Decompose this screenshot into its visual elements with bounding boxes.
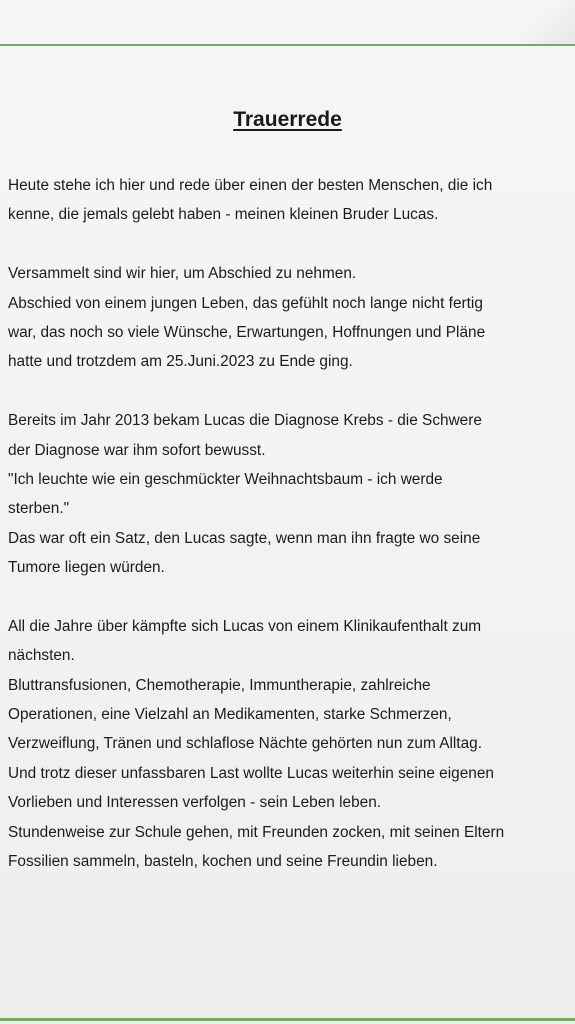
paragraph-1 <box>8 171 568 230</box>
text-line: Abschied von einem jungen Leben, das gefühlt noch lange nicht fertig <box>8 294 483 312</box>
paragraph-3 <box>8 406 568 582</box>
text-line: Bluttransfusionen, Chemotherapie, Immuntherapie, zahlreiche <box>8 676 431 694</box>
text-line: sterben." <box>8 500 70 518</box>
paragraph-gap <box>8 582 568 611</box>
text-line: Verzweiflung, Tränen und schlaflose Nächte gehörten nun zum Alltag. <box>8 735 482 753</box>
speech-body <box>8 171 568 876</box>
text-line: Versammelt sind wir hier, um Abschied zu nehmen. <box>8 265 357 283</box>
paragraph-gap <box>8 230 568 259</box>
paragraph-2 <box>8 259 568 377</box>
paragraph-gap <box>8 377 568 406</box>
text-line: kenne, die jemals gelebt haben - meinen kleinen Bruder Lucas. <box>8 206 439 224</box>
text-line: Fossilien sammeln, basteln, kochen und seine Freundin lieben. <box>8 852 438 870</box>
document-title: Trauerrede <box>233 108 342 131</box>
text-line: Heute stehe ich hier und rede über einen der besten Menschen, die ich <box>8 177 493 194</box>
text-line: Bereits im Jahr 2013 bekam Lucas die Diagnose Krebs - die Schwere <box>8 412 482 430</box>
text-line: war, das noch so viele Wünsche, Erwartungen, Hoffnungen und Pläne <box>8 323 486 341</box>
text-line: Vorlieben und Interessen verfolgen - sein Leben leben. <box>8 794 382 812</box>
text-line: All die Jahre über kämpfte sich Lucas von einem Klinikaufenthalt zum <box>8 617 482 635</box>
text-line: nächsten. <box>8 647 75 665</box>
page-corner-shadow <box>505 0 575 44</box>
text-line: "Ich leuchte wie ein geschmückter Weihnachtsbaum - ich werde <box>8 470 443 488</box>
text-line: Tumore liegen würden. <box>8 559 165 577</box>
text-line: der Diagnose war ihm sofort bewusst. <box>8 441 266 459</box>
top-green-rule <box>0 44 575 46</box>
text-line: Das war oft ein Satz, den Lucas sagte, wenn man ihn fragte wo seine <box>8 529 481 547</box>
text-line: Und trotz dieser unfassbaren Last wollte Lucas weiterhin seine eigenen <box>8 764 494 782</box>
paragraph-4 <box>8 612 568 877</box>
bottom-green-rule <box>0 1018 575 1021</box>
text-line: Operationen, eine Vielzahl an Medikamenten, starke Schmerzen, <box>8 706 452 724</box>
text-line: hatte und trotzdem am 25.Juni.2023 zu Ende ging. <box>8 353 353 371</box>
text-line: Stundenweise zur Schule gehen, mit Freunden zocken, mit seinen Eltern <box>8 823 505 841</box>
